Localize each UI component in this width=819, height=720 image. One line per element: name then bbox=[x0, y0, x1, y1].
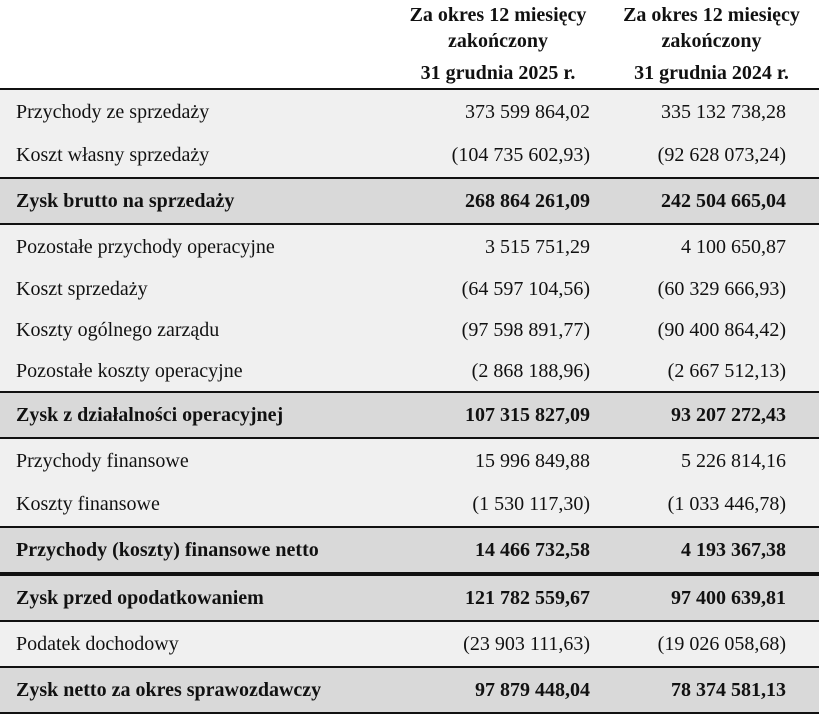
row-label: Koszty finansowe bbox=[16, 493, 160, 515]
value-2025: 15 996 849,88 bbox=[475, 449, 590, 472]
row-label: Koszt sprzedaży bbox=[16, 278, 148, 300]
value-2024: 335 132 738,28 bbox=[661, 100, 786, 123]
value-2024: 4 193 367,38 bbox=[681, 538, 786, 561]
table-row bbox=[0, 483, 819, 526]
table-row bbox=[0, 90, 819, 134]
column-header-period: Za okres 12 miesięcy zakończony bbox=[623, 4, 800, 52]
table-row bbox=[0, 526, 819, 574]
value-2024: 78 374 581,13 bbox=[671, 678, 786, 701]
value-2024: 5 226 814,16 bbox=[681, 449, 786, 472]
row-label: Pozostałe przychody operacyjne bbox=[16, 235, 275, 258]
table-row bbox=[0, 225, 819, 269]
column-header-period: Za okres 12 miesięcy zakończony bbox=[409, 4, 587, 52]
table-row bbox=[0, 310, 819, 351]
row-label: Koszt własny sprzedaży bbox=[16, 144, 210, 166]
value-2025: (1 530 117,30) bbox=[472, 493, 590, 515]
table-row bbox=[0, 134, 819, 177]
value-2024: 97 400 639,81 bbox=[671, 586, 786, 609]
row-label: Zysk brutto na sprzedaży bbox=[16, 189, 235, 212]
value-2025: 14 466 732,58 bbox=[475, 538, 590, 561]
value-2025: (64 597 104,56) bbox=[461, 278, 590, 300]
row-label: Przychody finansowe bbox=[16, 449, 189, 472]
row-label: Przychody ze sprzedaży bbox=[16, 100, 210, 123]
value-2025: 373 599 864,02 bbox=[465, 100, 590, 123]
value-2025: (23 903 111,63) bbox=[463, 632, 590, 655]
value-2025: 268 864 261,09 bbox=[465, 189, 590, 212]
value-2024: (60 329 666,93) bbox=[657, 278, 786, 300]
value-2025: (2 868 188,96) bbox=[471, 359, 590, 382]
column-header-2024 bbox=[604, 2, 819, 86]
table-row bbox=[0, 269, 819, 310]
value-2024: 242 504 665,04 bbox=[661, 189, 786, 212]
table-body bbox=[0, 90, 819, 714]
row-label: Podatek dochodowy bbox=[16, 632, 179, 655]
value-2025: 121 782 559,67 bbox=[465, 586, 590, 609]
value-2025: 3 515 751,29 bbox=[485, 235, 590, 258]
column-header-date: 31 grudnia 2025 r. bbox=[420, 62, 576, 84]
row-label: Zysk przed opodatkowaniem bbox=[16, 586, 264, 609]
table-row bbox=[0, 391, 819, 439]
table-header bbox=[0, 0, 819, 88]
value-2024: 93 207 272,43 bbox=[671, 403, 786, 426]
table-row bbox=[0, 666, 819, 714]
value-2024: 4 100 650,87 bbox=[681, 235, 786, 258]
value-2024: (19 026 058,68) bbox=[657, 632, 786, 655]
row-label: Koszty ogólnego zarządu bbox=[16, 319, 220, 341]
value-2025: (97 598 891,77) bbox=[461, 319, 590, 341]
table-row bbox=[0, 351, 819, 391]
value-2025: 97 879 448,04 bbox=[475, 678, 590, 701]
table-row bbox=[0, 177, 819, 225]
table-row bbox=[0, 622, 819, 666]
value-2024: (90 400 864,42) bbox=[657, 319, 786, 341]
row-label: Zysk z działalności operacyjnej bbox=[16, 403, 284, 426]
value-2025: 107 315 827,09 bbox=[465, 403, 590, 426]
column-header-date: 31 grudnia 2024 r. bbox=[634, 62, 789, 84]
row-label: Pozostałe koszty operacyjne bbox=[16, 359, 243, 382]
column-header-2025 bbox=[392, 2, 604, 86]
value-2024: (1 033 446,78) bbox=[667, 493, 786, 515]
row-label: Przychody (koszty) finansowe netto bbox=[16, 538, 319, 561]
value-2024: (2 667 512,13) bbox=[667, 359, 786, 382]
table-row bbox=[0, 439, 819, 483]
row-label: Zysk netto za okres sprawozdawczy bbox=[16, 678, 322, 701]
value-2024: (92 628 073,24) bbox=[657, 144, 786, 166]
value-2025: (104 735 602,93) bbox=[451, 144, 590, 166]
table-row bbox=[0, 574, 819, 622]
